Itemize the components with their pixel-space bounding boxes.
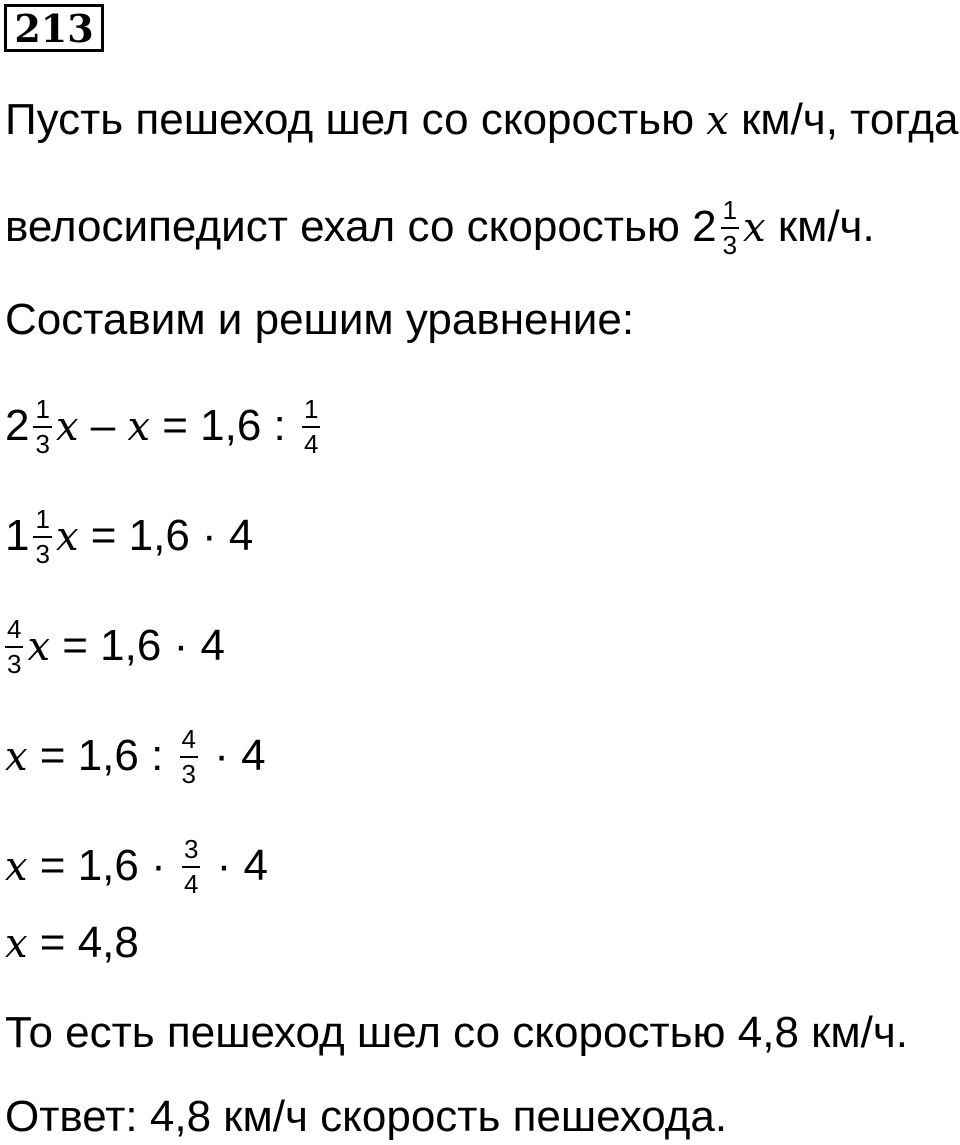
- equation-tail: · 4: [202, 731, 266, 781]
- variable-x: x: [743, 205, 766, 252]
- fraction: [302, 393, 320, 460]
- fraction-numerator: 1: [33, 393, 51, 428]
- equation-rhs: = 1,6 :: [150, 401, 298, 451]
- fraction-denominator: 3: [722, 229, 738, 260]
- variable-x: x: [5, 921, 28, 967]
- equation-rhs: = 1,6 · 4: [78, 511, 254, 561]
- intro-text-start: Пусть пешеход шел со скоростью: [5, 95, 707, 144]
- fraction-denominator: 3: [35, 428, 50, 459]
- whole-part: 1: [5, 511, 30, 561]
- whole-part: 2: [5, 401, 30, 451]
- equation-rhs: = 1,6 · 4: [50, 621, 225, 671]
- fraction-denominator: 4: [303, 428, 319, 459]
- equation-step-2: [5, 505, 253, 572]
- equation-rhs: = 1,6 :: [27, 731, 176, 781]
- fraction-numerator: 1: [302, 393, 320, 428]
- variable-x: x: [27, 624, 51, 671]
- minus-sign: –: [78, 401, 128, 451]
- fraction-denominator: 3: [7, 648, 22, 679]
- answer-text: Ответ: 4,8 км/ч скорость пешехода.: [5, 1092, 728, 1141]
- equation-tail: · 4: [204, 841, 269, 891]
- intro-line2-end: км/ч.: [765, 202, 875, 252]
- equation-heading: Составим и решим уравнение:: [5, 295, 635, 344]
- equation-rhs: = 1,6 ·: [27, 841, 178, 891]
- intro-line2-text: велосипедист ехал со скоростью 2: [5, 202, 717, 252]
- intro-line-1: [5, 95, 959, 144]
- fraction: [182, 833, 200, 900]
- variable-x: x: [5, 844, 28, 891]
- variable-x: x: [706, 98, 729, 144]
- intro-line-2: [5, 196, 875, 263]
- variable-x: x: [5, 734, 28, 781]
- variable-x: x: [55, 404, 79, 451]
- fraction: [33, 503, 51, 570]
- equation-step-1: [5, 395, 324, 462]
- fraction-numerator: 4: [5, 613, 23, 648]
- fraction-denominator: 3: [181, 758, 197, 789]
- problem-number-badge: 213: [4, 4, 104, 52]
- equation-result: = 4,8: [27, 918, 139, 967]
- fraction: [33, 393, 51, 460]
- fraction: [180, 723, 198, 790]
- variable-x: x: [127, 404, 150, 451]
- variable-x: x: [55, 514, 79, 561]
- conclusion-text: То есть пешеход шел со скоростью 4,8 км/ч.: [5, 1008, 909, 1057]
- fraction-numerator: 3: [182, 833, 200, 868]
- equation-step-5: [5, 835, 268, 902]
- fraction: [721, 194, 739, 261]
- equation-step-3: [5, 615, 225, 682]
- fraction-numerator: 1: [33, 503, 51, 538]
- fraction-numerator: 1: [721, 194, 739, 229]
- fraction-denominator: 4: [183, 868, 199, 899]
- intro-text-end: км/ч, тогда: [728, 95, 959, 144]
- equation-step-6: [5, 918, 139, 967]
- fraction-denominator: 3: [35, 538, 50, 569]
- fraction-numerator: 4: [180, 723, 198, 758]
- equation-step-4: [5, 725, 266, 792]
- fraction: [5, 613, 23, 680]
